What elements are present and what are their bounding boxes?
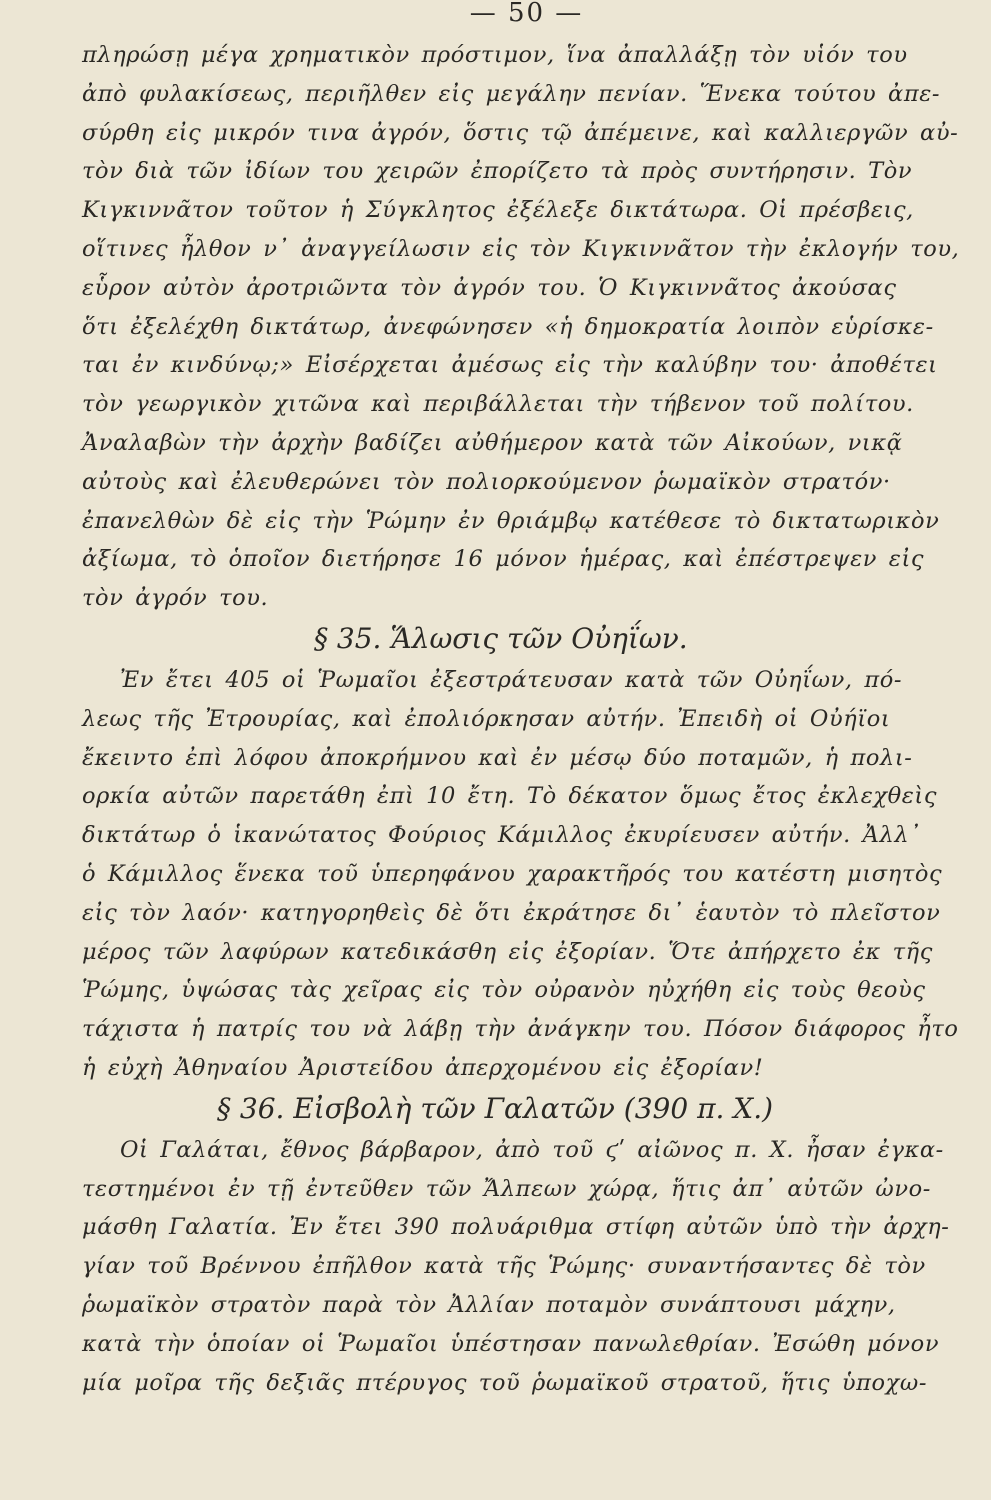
paragraph-gauls (82, 1131, 950, 1403)
text-line: ται ἐν κινδύνῳ;» Εἰσέρχεται ἀμέσως εἰς τὴν καλύβην του· ἀποθέτει (82, 352, 938, 379)
paragraph-cincinnatus (82, 36, 960, 618)
text-line: ορκία αὐτῶν παρετάθη ἐπὶ 10 ἔτη. Τὸ δέκατον ὅμως ἔτος ἐκλεχθεὶς (82, 783, 938, 810)
section-heading-36: § 36. Εἰσβολὴ τῶν Γαλατῶν (390 π. Χ.) (217, 1091, 774, 1125)
text-line: κατὰ τὴν ὁποίαν οἱ Ῥωμαῖοι ὑπέστησαν πανωλεθρίαν. Ἐσώθη μόνον (82, 1330, 940, 1357)
text-line: μία μοῖρα τῆς δεξιᾶς πτέρυγος τοῦ ῥωμαϊκοῦ στρατοῦ, ἥτις ὑποχω- (82, 1369, 928, 1396)
text-line: ἐπανελθὼν δὲ εἰς τὴν Ῥώμην ἐν θριάμβῳ κατέθεσε τὸ δικτατωρικὸν (82, 507, 940, 534)
paragraph-veii (82, 661, 959, 1088)
text-line: ῥωμαϊκὸν στρατὸν παρὰ τὸν Ἀλλίαν ποταμὸν συνάπτουσι μάχην, (82, 1291, 896, 1318)
text-line: Κιγκιννᾶτον τοῦτον ἡ Σύγκλητος ἐξέλεξε δικτάτωρα. Οἱ πρέσβεις, (82, 197, 914, 224)
text-line: μέρος τῶν λαφύρων κατεδικάσθη εἰς ἐξορίαν. Ὅτε ἀπήρχετο ἐκ τῆς (82, 938, 933, 965)
text-line: ἡ εὐχὴ Ἀθηναίου Ἀριστείδου ἀπερχομένου εἰς ἐξορίαν! (82, 1054, 764, 1081)
section-heading-35: § 35. Ἅλωσις τῶν Οὐηΐων. (314, 621, 688, 655)
text-line: λεως τῆς Ἐτρουρίας, καὶ ἐπολιόρκησαν αὐτήν. Ἐπειδὴ οἱ Οὐήϊοι (82, 705, 891, 732)
text-line: ἀξίωμα, τὸ ὁποῖον διετήρησε 16 μόνον ἡμέρας, καὶ ἐπέστρεψεν εἰς (82, 546, 925, 573)
text-line: ὁ Κάμιλλος ἕνεκα τοῦ ὑπερηφάνου χαρακτῆρός του κατέστη μισητὸς (82, 860, 943, 887)
text-line: δικτάτωρ ὁ ἱκανώτατος Φούριος Κάμιλλος ἐκυρίευσεν αὐτήν. Ἀλλ᾽ (82, 822, 922, 849)
text-line: ὅτι ἐξελέχθη δικτάτωρ, ἀνεφώνησεν «ἡ δημοκρατία λοιπὸν εὑρίσκε- (82, 313, 934, 340)
text-line: Ἀναλαβὼν τὴν ἀρχὴν βαδίζει αὐθήμερον κατὰ τῶν Αἰκούων, νικᾷ (82, 429, 903, 456)
text-line: αὐτοὺς καὶ ἐλευθερώνει τὸν πολιορκούμενον ῥωμαϊκὸν στρατόν· (82, 468, 891, 495)
text-line: τὸν διὰ τῶν ἰδίων του χειρῶν ἐπορίζετο τὰ πρὸς συντήρησιν. Τὸν (82, 158, 913, 185)
text-line: τάχιστα ἡ πατρίς του νὰ λάβῃ τὴν ἀνάγκην του. Πόσον διάφορος ἦτο (82, 1016, 959, 1043)
text-line: Ῥώμης, ὑψώσας τὰς χεῖρας εἰς τὸν οὐρανὸν ηὐχήθη εἰς τοὺς θεοὺς (82, 977, 926, 1004)
text-line: Ἐν ἔτει 405 οἱ Ῥωμαῖοι ἐξεστράτευσαν κατὰ τῶν Οὐηΐων, πό- (120, 666, 903, 693)
text-line: εἰς τὸν λαόν· κατηγορηθεὶς δὲ ὅτι ἐκράτησε δι᾽ ἑαυτὸν τὸ πλεῖστον (82, 899, 941, 926)
text-line: σύρθη εἰς μικρόν τινα ἀγρόν, ὅστις τῷ ἀπέμεινε, καὶ καλλιεργῶν αὐ- (82, 119, 959, 146)
text-line: γίαν τοῦ Βρέννου ἐπῆλθον κατὰ τῆς Ῥώμης· συναντήσαντες δὲ τὸν (82, 1253, 926, 1280)
text-line: Οἱ Γαλάται, ἔθνος βάρβαρον, ἀπὸ τοῦ ϛʹ αἰῶνος π. Χ. ἦσαν ἐγκα- (120, 1136, 944, 1163)
text-line: οἵτινες ἦλθον ν᾽ ἀναγγείλωσιν εἰς τὸν Κιγκιννᾶτον τὴν ἐκλογήν του, (82, 235, 960, 262)
text-line: πληρώσῃ μέγα χρηματικὸν πρόστιμον, ἵνα ἀπαλλάξῃ τὸν υἱόν του (82, 42, 908, 68)
text-line: ἔκειντο ἐπὶ λόφου ἀποκρήμνου καὶ ἐν μέσῳ δύο ποταμῶν, ἡ πολι- (82, 744, 913, 771)
text-line: τὸν γεωργικὸν χιτῶνα καὶ περιβάλλεται τὴν τήβενον τοῦ πολίτου. (82, 391, 914, 418)
text-line: ἀπὸ φυλακίσεως, περιῆλθεν εἰς μεγάλην πενίαν. Ἕνεκα τούτου ἀπε- (82, 80, 941, 107)
page-number: — 50 — (469, 0, 584, 28)
text-line: τὸν ἀγρόν του. (82, 585, 269, 612)
text-line: τεστημένοι ἐν τῇ ἐντεῦθεν τῶν Ἄλπεων χώρᾳ, ἥτις ἀπ᾽ αὐτῶν ὠνο- (82, 1175, 931, 1202)
text-line: μάσθη Γαλατία. Ἐν ἔτει 390 πολυάριθμα στίφη αὐτῶν ὑπὸ τὴν ἀρχη- (82, 1214, 950, 1241)
text-line: εὗρον αὐτὸν ἀροτριῶντα τὸν ἀγρόν του. Ὁ Κιγκιννᾶτος ἀκούσας (82, 274, 897, 301)
